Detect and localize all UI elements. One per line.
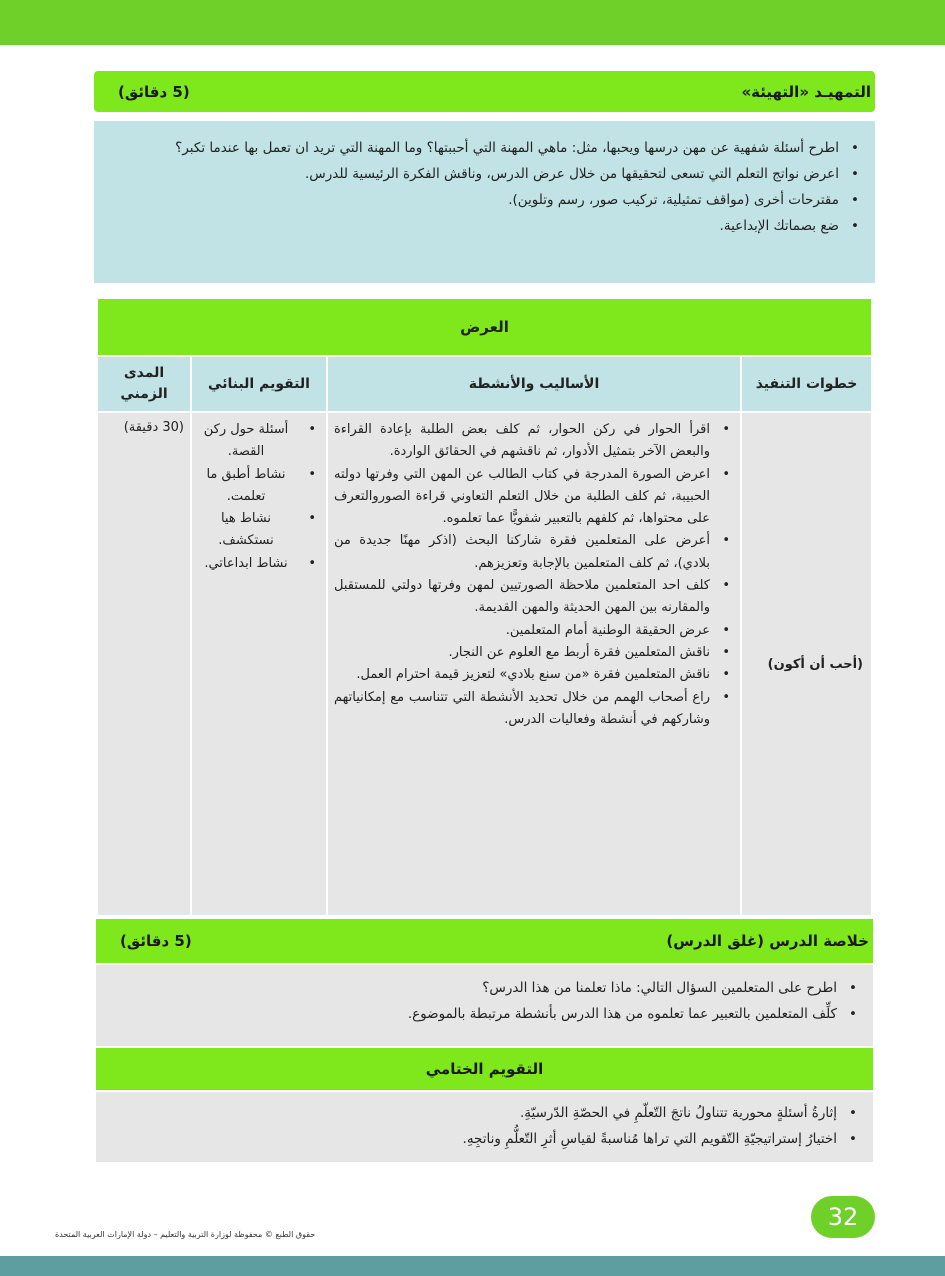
list-item: • اطرح على المتعلمين السؤال التالي: ماذا تعلمنا من هذا الدرس؟ (106, 975, 863, 1001)
list-item: • أسئلة حول ركن القصة. (196, 419, 322, 464)
final-header (96, 1048, 873, 1090)
list-item: • اطرح أسئلة شفهية عن مهن درسها ويحبها، مثل: ماهي المهنة التي أحببتها؟ وما المهنة التي تريد ان تعمل بها عندما تكبر؟ (104, 135, 865, 161)
list-item: • اعرض نواتج التعلم التي تسعى لتحقيقها من خلال عرض الدرس، وناقش الفكرة الرئيسية للدرس. (104, 161, 865, 187)
final-title: التقويم الختامي (425, 1060, 544, 1078)
activities-cell (326, 411, 742, 917)
list-item: • ناقش المتعلمين فقرة أربط مع العلوم عن النجار. (334, 642, 736, 664)
list-item: • اعرض الصورة المدرجة في كتاب الطالب عن المهن التي وفرتها دولته الحبيبة، ثم كلف الطلبة من خلال التعلم التعاوني قراءة الصوروالتعرف على محتواها، ثم كلفهم بالتعبير شفويًّا عما تعلموه. (334, 464, 736, 531)
list-item: • مقترحات أخرى (مواقف تمثيلية، تركيب صور، رسم وتلوين). (104, 187, 865, 213)
intro-header (94, 71, 875, 112)
intro-duration: (5 دقائق) (118, 82, 190, 101)
list-item: • إثارةُ أسئلةٍ محورية تتناولُ ناتجَ التّعلّمِ في الحصّةِ الدّرسيّةِ. (106, 1100, 863, 1126)
duration-value: (30 دقيقة) (123, 420, 184, 435)
list-item: • كلِّف المتعلمين بالتعبير عما تعلموه من هذا الدرس بأنشطة مرتبطة بالموضوع. (106, 1001, 863, 1027)
top-accent-bar (0, 0, 945, 45)
summary-list (96, 965, 873, 1027)
intro-title: التمهيـد «التهيئة» (741, 82, 871, 101)
page-number: 32 (811, 1196, 875, 1238)
step-cell (740, 411, 873, 917)
header-activities: الأساليب والأنشطة (326, 355, 742, 413)
list-item: • نشاط أطبق ما تعلمت. (196, 464, 322, 509)
list-item: • اقرأ الحوار في ركن الحوار، ثم كلف بعض الطلبة بإعادة القراءة والبعض الآخر بتمثيل الأدوار، ثم ناقشهم في الحقائق الواردة. (334, 419, 736, 464)
header-steps: خطوات التنفيذ (740, 355, 873, 413)
list-item: • كلف احد المتعلمين ملاحظة الصورتيين لمهن وفرتها دولتي للمستقبل والمقارنه بين المهن الحديثة والمهن القديمة. (334, 575, 736, 620)
list-item: • عرض الحقيقة الوطنية أمام المتعلمين. (334, 620, 736, 642)
list-item: • نشاط ابداعاتي. (196, 553, 322, 575)
activities-list (328, 413, 740, 731)
presentation-title: العرض (96, 297, 873, 357)
duration-cell (96, 411, 192, 917)
header-formative: التقويم البنائي (190, 355, 328, 413)
list-item: • ناقش المتعلمين فقرة «من سنع بلادي» لتعزيز قيمة احترام العمل. (334, 664, 736, 686)
list-item: • نشاط هيا نستكشف. (196, 508, 322, 553)
formative-cell (190, 411, 328, 917)
bottom-accent-bar (0, 1256, 945, 1276)
step-label: (أحب أن أكون) (767, 656, 863, 672)
presentation-table (96, 297, 873, 917)
header-duration: المدى الزمني (96, 355, 192, 413)
final-body (96, 1092, 873, 1162)
formative-list (192, 413, 326, 575)
summary-body (96, 965, 873, 1046)
intro-body (94, 121, 875, 283)
list-item: • اختيارُ إستراتيجيّةِ التّقويم التي تراها مُناسبةً لقياسِ أثرِ التّعلُّمِ وناتجِهِ. (106, 1126, 863, 1152)
list-item: • راع أصحاب الهمم من خلال تحديد الأنشطة التي تتناسب مع إمكانياتهم وشاركهم في أنشطة وفعاليات الدرس. (334, 687, 736, 732)
summary-duration: (5 دقائق) (120, 932, 192, 950)
summary-title: خلاصة الدرس (غلق الدرس) (666, 932, 869, 950)
final-list (96, 1092, 873, 1152)
copyright-text: حقوق الطبع © محفوظة لوزارة التربية والتعليم – دولة الإمارات العربية المتحدة (55, 1230, 316, 1239)
list-item: • ضع بصماتك الإبداعية. (104, 213, 865, 239)
list-item: • أعرض على المتعلمين فقرة شاركنا البحث (اذكر مهنًا جديدة من بلادي)، ثم كلف المتعلمين بالإجابة وتعزيزهم. (334, 530, 736, 575)
summary-header (96, 919, 873, 963)
intro-list (94, 121, 875, 239)
